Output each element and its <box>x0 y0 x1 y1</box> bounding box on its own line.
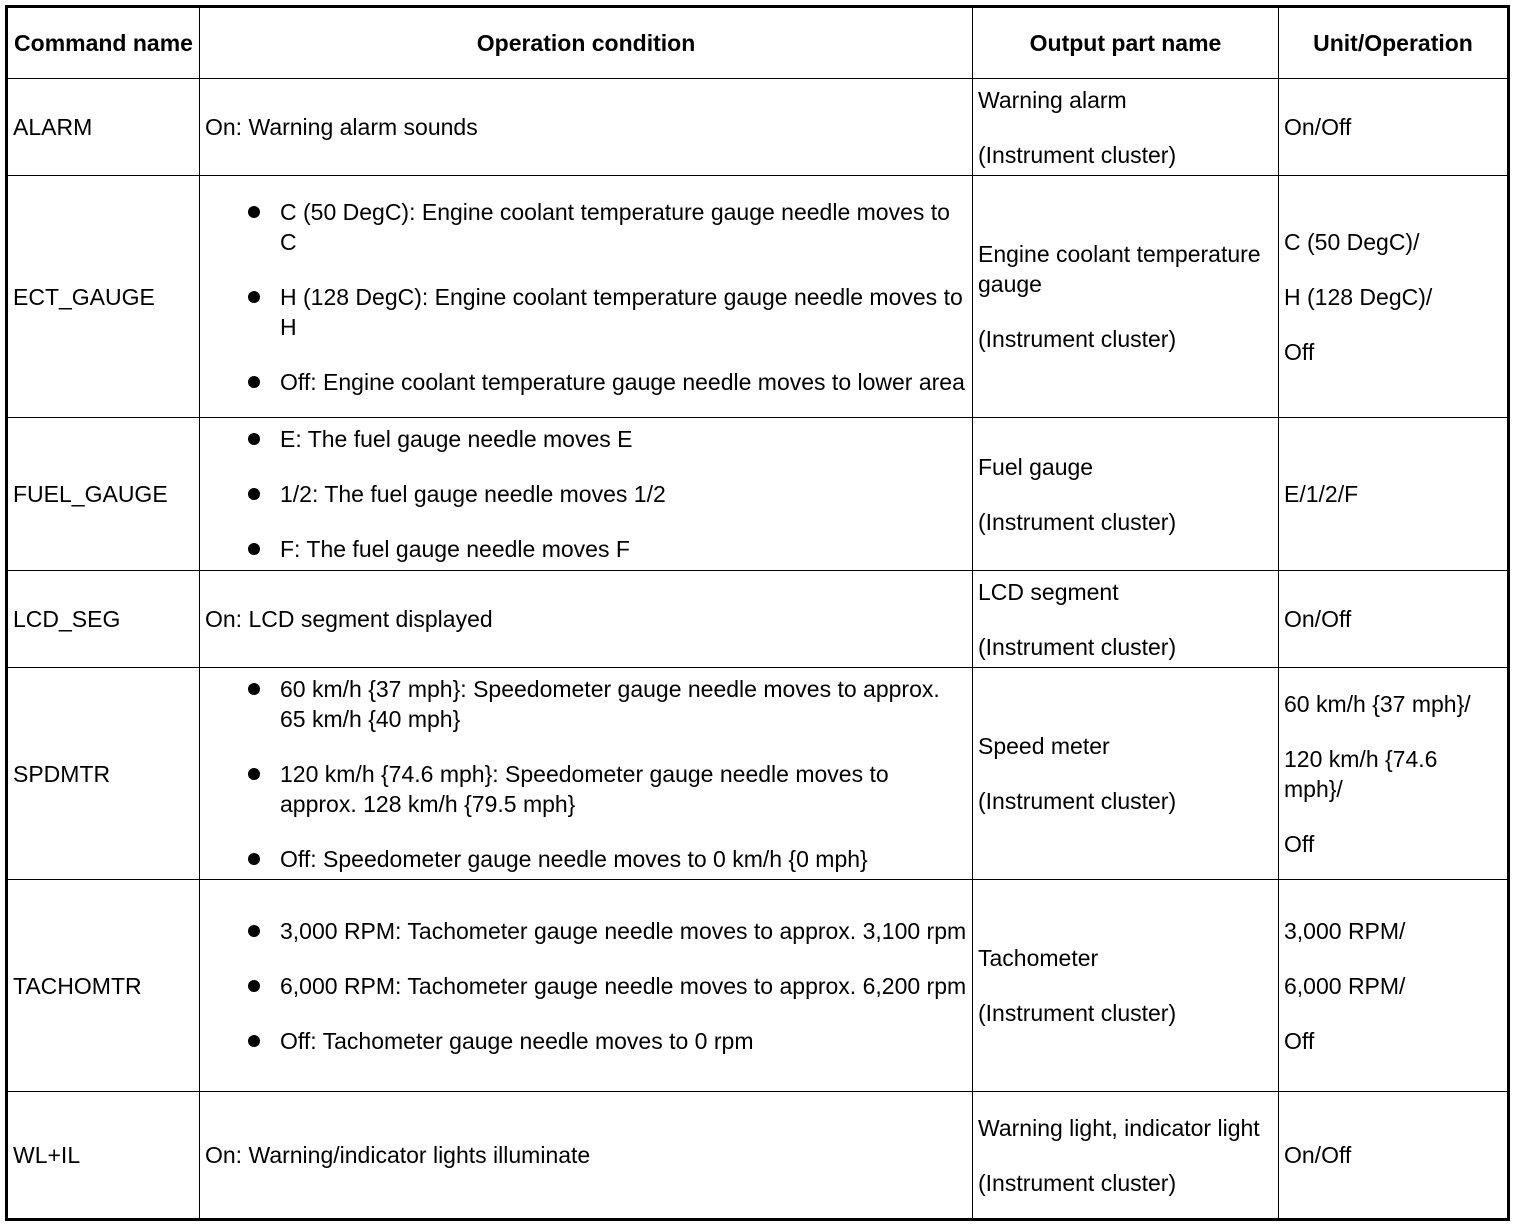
unit-cell <box>1279 79 1509 176</box>
condition-item: C (50 DegC): Engine coolant temperature gauge needle moves to C <box>246 197 967 257</box>
output-location: (Instrument cluster) <box>978 1169 1177 1196</box>
condition-cell: On: LCD segment displayed <box>200 571 973 668</box>
document-page <box>5 5 1507 1221</box>
output-cell <box>973 176 1279 418</box>
condition-item: Off: Engine coolant temperature gauge needle moves to lower area <box>246 367 967 397</box>
output-cell <box>973 79 1279 176</box>
unit-value: On/Off <box>1284 606 1352 632</box>
unit-value: 60 km/h {37 mph}/ <box>1284 690 1471 717</box>
condition-cell <box>200 880 973 1092</box>
condition-cell <box>200 668 973 880</box>
unit-value: E/1/2/F <box>1284 481 1359 507</box>
output-part: LCD segment <box>978 578 1119 605</box>
command-cell: LCD_SEG <box>7 571 200 668</box>
condition-item: Off: Speedometer gauge needle moves to 0 km/h {0 mph} <box>246 844 967 874</box>
table-row-lcd-seg <box>7 571 1509 668</box>
output-location: (Instrument cluster) <box>978 788 1177 814</box>
table-row-fuel-gauge <box>7 418 1509 571</box>
command-cell: ECT_GAUGE <box>7 176 200 418</box>
output-cell <box>973 1092 1279 1220</box>
output-location: (Instrument cluster) <box>978 326 1177 352</box>
condition-list <box>205 197 967 397</box>
command-cell: WL+IL <box>7 1092 200 1220</box>
output-location: (Instrument cluster) <box>978 633 1177 660</box>
output-location: (Instrument cluster) <box>978 508 1177 535</box>
unit-value: H (128 DegC)/ <box>1284 283 1433 310</box>
output-part: Warning light, indicator light <box>978 1114 1260 1141</box>
command-cell: SPDMTR <box>7 668 200 880</box>
unit-cell <box>1279 880 1509 1092</box>
condition-list <box>205 424 967 564</box>
condition-cell: On: Warning/indicator lights illuminate <box>200 1092 973 1220</box>
condition-item: F: The fuel gauge needle moves F <box>246 534 967 564</box>
output-part: Engine coolant temperature gauge <box>978 241 1261 297</box>
table-row-alarm <box>7 79 1509 176</box>
output-location: (Instrument cluster) <box>978 1000 1177 1026</box>
unit-value: 120 km/h {74.6 mph}/ <box>1284 745 1438 802</box>
output-part: Tachometer <box>978 945 1099 971</box>
unit-value: On/Off <box>1284 1142 1352 1168</box>
table-header <box>7 7 1509 79</box>
command-cell: ALARM <box>7 79 200 176</box>
unit-value: Off <box>1284 830 1315 857</box>
condition-item: 1/2: The fuel gauge needle moves 1/2 <box>246 479 967 509</box>
header-operation-condition: Operation condition <box>200 7 973 79</box>
output-cell <box>973 418 1279 571</box>
condition-item: 3,000 RPM: Tachometer gauge needle moves to approx. 3,100 rpm <box>246 916 967 946</box>
unit-cell <box>1279 668 1509 880</box>
output-part: Warning alarm <box>978 86 1127 113</box>
condition-cell <box>200 418 973 571</box>
condition-cell: On: Warning alarm sounds <box>200 79 973 176</box>
table-row-tachomtr <box>7 880 1509 1092</box>
output-cell <box>973 668 1279 880</box>
header-output-part-name: Output part name <box>973 7 1279 79</box>
output-location: (Instrument cluster) <box>978 141 1177 168</box>
condition-item: 120 km/h {74.6 mph}: Speedometer gauge needle moves to approx. 128 km/h {79.5 mph} <box>246 759 967 819</box>
condition-list <box>205 916 967 1056</box>
output-cell <box>973 880 1279 1092</box>
unit-value: C (50 DegC)/ <box>1284 228 1420 255</box>
output-cell <box>973 571 1279 668</box>
header-unit-operation: Unit/Operation <box>1279 7 1509 79</box>
header-row <box>7 7 1509 79</box>
unit-cell <box>1279 418 1509 571</box>
command-table <box>5 5 1510 1221</box>
unit-cell <box>1279 571 1509 668</box>
table-row-wl-il <box>7 1092 1509 1220</box>
header-command-name: Command name <box>7 7 200 79</box>
unit-value: 3,000 RPM/ <box>1284 917 1406 944</box>
output-part: Speed meter <box>978 733 1110 759</box>
condition-item: Off: Tachometer gauge needle moves to 0 rpm <box>246 1026 967 1056</box>
table-row-ect-gauge <box>7 176 1509 418</box>
table-row-spdmtr <box>7 668 1509 880</box>
condition-item: E: The fuel gauge needle moves E <box>246 424 967 454</box>
unit-value: Off <box>1284 1027 1315 1054</box>
output-part: Fuel gauge <box>978 453 1094 480</box>
unit-cell <box>1279 176 1509 418</box>
command-cell: TACHOMTR <box>7 880 200 1092</box>
unit-cell <box>1279 1092 1509 1220</box>
unit-value: On/Off <box>1284 114 1352 140</box>
unit-value: Off <box>1284 338 1315 365</box>
unit-value: 6,000 RPM/ <box>1284 972 1406 999</box>
condition-cell <box>200 176 973 418</box>
condition-item: 60 km/h {37 mph}: Speedometer gauge needle moves to approx. 65 km/h {40 mph} <box>246 674 967 734</box>
condition-item: H (128 DegC): Engine coolant temperature gauge needle moves to H <box>246 282 967 342</box>
condition-item: 6,000 RPM: Tachometer gauge needle moves to approx. 6,200 rpm <box>246 971 967 1001</box>
command-cell: FUEL_GAUGE <box>7 418 200 571</box>
condition-list <box>205 674 967 874</box>
